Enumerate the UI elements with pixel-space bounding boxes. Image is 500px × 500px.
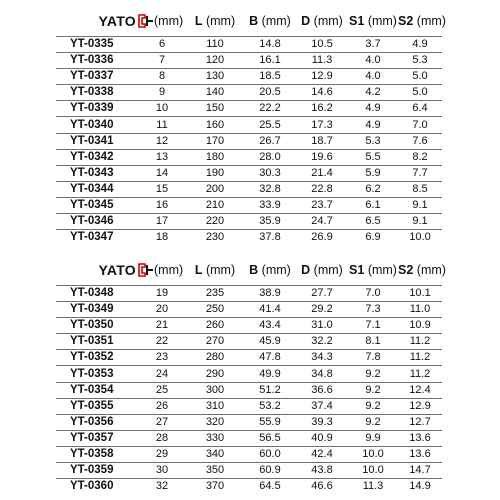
value-cell: 7.0: [348, 286, 398, 302]
value-cell: 20.5: [244, 85, 296, 101]
value-cell: 27: [138, 414, 186, 430]
value-cell: 64.5: [259, 480, 281, 493]
table-row: [56, 350, 442, 366]
value-cell: 10.9: [398, 318, 442, 334]
value-cell: 17.3: [296, 117, 348, 133]
value-cell: 210: [186, 197, 244, 213]
value-cell: 29: [138, 446, 186, 462]
value-cell: 220: [186, 214, 244, 230]
value-cell: 160: [186, 117, 244, 133]
value-cell: 250: [186, 302, 244, 318]
value-cell: 6.1: [348, 197, 398, 213]
header-label: S1: [349, 14, 365, 28]
product-code-cell: YT-0343: [56, 165, 138, 181]
product-code-cell: YT-0355: [56, 398, 138, 414]
header-label: (mm): [205, 14, 236, 28]
value-cell: 280: [186, 350, 244, 366]
value-cell: 110: [186, 37, 244, 53]
value-cell: 8: [138, 69, 186, 85]
value-cell: 9.2: [348, 382, 398, 398]
value-cell: 14.8: [244, 37, 296, 53]
value-cell: 45.9: [244, 334, 296, 350]
value-cell: 3.7: [348, 37, 398, 53]
value-cell: 14.7: [398, 463, 442, 479]
value-cell: 7.6: [398, 133, 442, 149]
b-header: [244, 6, 296, 37]
header-label: (mm): [261, 14, 291, 28]
value-cell: 23.7: [296, 197, 348, 213]
table-row: [56, 133, 442, 149]
table-row: [56, 318, 442, 334]
table-row: [56, 117, 442, 133]
mm-unit: (mm): [154, 262, 184, 277]
product-code-cell: YT-0345: [56, 197, 138, 213]
value-cell: 22.2: [244, 101, 296, 117]
value-cell: 51.2: [244, 382, 296, 398]
value-cell: 33.9: [244, 197, 296, 213]
table-row: [56, 85, 442, 101]
product-code-cell: YT-0354: [56, 382, 138, 398]
value-cell: 4.0: [348, 69, 398, 85]
value-cell: 19.6: [296, 149, 348, 165]
value-cell: 6: [138, 37, 186, 53]
header-label: L: [194, 14, 203, 28]
value-cell: 16: [138, 197, 186, 213]
product-code-cell: YT-0356: [56, 414, 138, 430]
value-cell: 27.7: [296, 286, 348, 302]
mm-unit: (mm): [154, 13, 184, 28]
value-cell: 7.8: [348, 350, 398, 366]
header-label: B: [249, 14, 259, 28]
value-cell: 16.1: [244, 53, 296, 69]
product-code-cell: YT-0360: [70, 480, 114, 493]
l-header: [186, 6, 244, 37]
table-row: [56, 101, 442, 117]
value-cell: 14.9: [409, 480, 431, 493]
value-cell: 30: [138, 463, 186, 479]
header-label: (mm): [367, 263, 397, 277]
header-label: (mm): [416, 263, 446, 277]
product-code-cell: YT-0352: [56, 350, 138, 366]
table-row: [56, 286, 442, 302]
header-label: D: [301, 263, 311, 277]
header-label: (mm): [416, 14, 446, 28]
value-cell: 15: [138, 181, 186, 197]
header-label: (mm): [205, 263, 236, 277]
value-cell: 12.4: [398, 382, 442, 398]
value-cell: 9.2: [348, 366, 398, 382]
value-cell: 30.3: [244, 165, 296, 181]
table-row: [56, 214, 442, 230]
product-code-cell: YT-0338: [56, 85, 138, 101]
table-row: [56, 149, 442, 165]
b-header: [244, 255, 296, 286]
value-cell: 6.2: [348, 181, 398, 197]
value-cell: 9.2: [348, 414, 398, 430]
header-label: S1: [349, 263, 365, 277]
header-label: D: [301, 14, 311, 28]
value-cell: 5.0: [398, 85, 442, 101]
product-code-cell: YT-0337: [56, 69, 138, 85]
table-row: [56, 37, 442, 53]
value-cell: 26: [138, 398, 186, 414]
value-cell: 55.9: [244, 414, 296, 430]
value-cell: 17: [138, 214, 186, 230]
value-cell: 31.0: [296, 318, 348, 334]
value-cell: 6.4: [398, 101, 442, 117]
product-code-cell: YT-0357: [56, 430, 138, 446]
value-cell: 14: [138, 165, 186, 181]
value-cell: 5.3: [398, 53, 442, 69]
value-cell: 170: [186, 133, 244, 149]
header-label: L: [194, 263, 203, 277]
value-cell: 18.7: [296, 133, 348, 149]
spec-table-2: [56, 255, 446, 494]
value-cell: 47.8: [244, 350, 296, 366]
product-code-cell: YT-0341: [56, 133, 138, 149]
size-header: [138, 6, 186, 37]
product-code-cell: YT-0351: [56, 334, 138, 350]
s2-header: [398, 6, 446, 37]
product-code-cell: YT-0339: [56, 101, 138, 117]
l-header: [186, 255, 244, 286]
value-cell: 26.9: [311, 231, 333, 244]
table-row: [56, 302, 442, 318]
product-code-cell: YT-0335: [56, 37, 138, 53]
header-label: (mm): [313, 14, 343, 28]
value-cell: 19: [138, 286, 186, 302]
value-cell: 40.9: [296, 430, 348, 446]
value-cell: 10.0: [348, 446, 398, 462]
value-cell: 22.8: [296, 181, 348, 197]
table-header-row: [56, 255, 442, 286]
value-cell: 34.3: [296, 350, 348, 366]
brand-logo: YATO: [98, 13, 136, 29]
value-cell: 8.5: [398, 181, 442, 197]
value-cell: 49.9: [244, 366, 296, 382]
table-row: [56, 430, 442, 446]
value-cell: 10.5: [296, 37, 348, 53]
product-code-cell: YT-0346: [56, 214, 138, 230]
value-cell: 190: [186, 165, 244, 181]
value-cell: 23: [138, 350, 186, 366]
value-cell: 300: [186, 382, 244, 398]
value-cell: 260: [186, 318, 244, 334]
value-cell: 21: [138, 318, 186, 334]
value-cell: 6.9: [365, 231, 381, 244]
value-cell: 24.7: [296, 214, 348, 230]
value-cell: 230: [205, 231, 225, 244]
value-cell: 4.9: [398, 37, 442, 53]
value-cell: 11.2: [398, 366, 442, 382]
value-cell: 7.7: [398, 165, 442, 181]
value-cell: 53.2: [244, 398, 296, 414]
value-cell: 18: [155, 231, 169, 244]
value-cell: 330: [186, 430, 244, 446]
brand-logo: YATO: [98, 262, 136, 278]
table-row: [56, 366, 442, 382]
table-row: [56, 446, 442, 462]
value-cell: 7.0: [398, 117, 442, 133]
value-cell: 10.0: [409, 231, 431, 244]
value-cell: 7: [138, 53, 186, 69]
table-row: [56, 398, 442, 414]
s1-header: [348, 6, 398, 37]
d-header: [296, 6, 348, 37]
value-cell: 60.0: [244, 446, 296, 462]
product-code-cell: YT-0342: [56, 149, 138, 165]
value-cell: 6.5: [348, 214, 398, 230]
product-code-cell: YT-0348: [56, 286, 138, 302]
value-cell: 32.2: [296, 334, 348, 350]
value-cell: 8.2: [398, 149, 442, 165]
header-label: B: [249, 263, 259, 277]
value-cell: 13.6: [398, 446, 442, 462]
header-label: S2: [398, 263, 414, 277]
value-cell: 13: [138, 149, 186, 165]
value-cell: 39.3: [296, 414, 348, 430]
value-cell: 11.3: [296, 53, 348, 69]
header-label: (mm): [367, 14, 397, 28]
value-cell: 290: [186, 366, 244, 382]
size-header: [138, 255, 186, 286]
product-code-cell: YT-0359: [56, 463, 138, 479]
value-cell: 5.0: [398, 69, 442, 85]
value-cell: 60.9: [244, 463, 296, 479]
value-cell: 24: [138, 366, 186, 382]
value-cell: 22: [138, 334, 186, 350]
value-cell: 9: [138, 85, 186, 101]
value-cell: 32.8: [244, 181, 296, 197]
value-cell: 8.1: [348, 334, 398, 350]
value-cell: 9.9: [348, 430, 398, 446]
value-cell: 4.9: [348, 117, 398, 133]
value-cell: 4.9: [348, 101, 398, 117]
value-cell: 5.9: [348, 165, 398, 181]
value-cell: 41.4: [244, 302, 296, 318]
value-cell: 26.7: [244, 133, 296, 149]
value-cell: 37.4: [296, 398, 348, 414]
spec-table-1: [56, 6, 446, 245]
value-cell: 11.2: [398, 350, 442, 366]
table-header-row: [56, 6, 442, 37]
product-code-cell: YT-0350: [56, 318, 138, 334]
value-cell: 9.1: [398, 214, 442, 230]
value-cell: 16.2: [296, 101, 348, 117]
value-cell: 5.3: [348, 133, 398, 149]
value-cell: 56.5: [244, 430, 296, 446]
value-cell: 12.9: [398, 398, 442, 414]
value-cell: 43.8: [296, 463, 348, 479]
product-code-cell: YT-0336: [56, 53, 138, 69]
product-code-cell: YT-0358: [56, 446, 138, 462]
value-cell: 340: [186, 446, 244, 462]
value-cell: 10: [138, 101, 186, 117]
value-cell: 9.2: [348, 398, 398, 414]
brand-header: [56, 6, 138, 37]
s2-header: [398, 255, 446, 286]
table-row: [56, 165, 442, 181]
value-cell: 130: [186, 69, 244, 85]
value-cell: 43.4: [244, 318, 296, 334]
value-cell: 350: [186, 463, 244, 479]
table-body: [56, 286, 442, 495]
table-row: [56, 230, 442, 246]
value-cell: 12.7: [398, 414, 442, 430]
value-cell: 36.6: [296, 382, 348, 398]
s1-header: [348, 255, 398, 286]
value-cell: 5.5: [348, 149, 398, 165]
table-row: [56, 69, 442, 85]
table-body: [56, 37, 442, 246]
table-row: [56, 463, 442, 479]
product-code-cell: YT-0349: [56, 302, 138, 318]
table-row: [56, 382, 442, 398]
value-cell: 25.5: [244, 117, 296, 133]
value-cell: 10.0: [348, 463, 398, 479]
product-code-cell: YT-0347: [70, 231, 114, 244]
value-cell: 11: [138, 117, 186, 133]
value-cell: 4.2: [348, 85, 398, 101]
value-cell: 12: [138, 133, 186, 149]
value-cell: 42.4: [296, 446, 348, 462]
value-cell: 28: [138, 430, 186, 446]
table-row: [56, 53, 442, 69]
value-cell: 14.6: [296, 85, 348, 101]
value-cell: 310: [186, 398, 244, 414]
table-row: [56, 479, 442, 495]
value-cell: 11.2: [398, 334, 442, 350]
value-cell: 270: [186, 334, 244, 350]
product-code-cell: YT-0340: [56, 117, 138, 133]
wrench-open-icon: [138, 14, 154, 28]
value-cell: 28.0: [244, 149, 296, 165]
value-cell: 10.1: [398, 286, 442, 302]
value-cell: 37.8: [259, 231, 281, 244]
header-label: (mm): [313, 263, 343, 277]
header-label: S2: [398, 14, 414, 28]
value-cell: 180: [186, 149, 244, 165]
value-cell: 4.0: [348, 53, 398, 69]
header-label: (mm): [261, 263, 291, 277]
value-cell: 235: [186, 286, 244, 302]
value-cell: 34.8: [296, 366, 348, 382]
value-cell: 11.3: [362, 480, 384, 493]
value-cell: 18.5: [244, 69, 296, 85]
value-cell: 20: [138, 302, 186, 318]
table-row: [56, 414, 442, 430]
value-cell: 7.1: [348, 318, 398, 334]
table-row: [56, 181, 442, 197]
value-cell: 12.9: [296, 69, 348, 85]
product-code-cell: YT-0353: [56, 366, 138, 382]
value-cell: 150: [186, 101, 244, 117]
value-cell: 9.1: [398, 197, 442, 213]
value-cell: 140: [186, 85, 244, 101]
value-cell: 38.9: [244, 286, 296, 302]
d-header: [296, 255, 348, 286]
value-cell: 35.9: [244, 214, 296, 230]
brand-header: [56, 255, 138, 286]
table-row: [56, 334, 442, 350]
value-cell: 370: [205, 480, 225, 493]
value-cell: 25: [138, 382, 186, 398]
value-cell: 200: [186, 181, 244, 197]
value-cell: 21.4: [296, 165, 348, 181]
product-code-cell: YT-0344: [56, 181, 138, 197]
wrench-open-icon: [138, 263, 154, 277]
value-cell: 120: [186, 53, 244, 69]
value-cell: 13.6: [398, 430, 442, 446]
table-row: [56, 197, 442, 213]
value-cell: 11.0: [398, 302, 442, 318]
value-cell: 29.2: [296, 302, 348, 318]
value-cell: 320: [186, 414, 244, 430]
value-cell: 46.6: [311, 480, 333, 493]
value-cell: 32: [155, 480, 169, 493]
value-cell: 7.3: [348, 302, 398, 318]
